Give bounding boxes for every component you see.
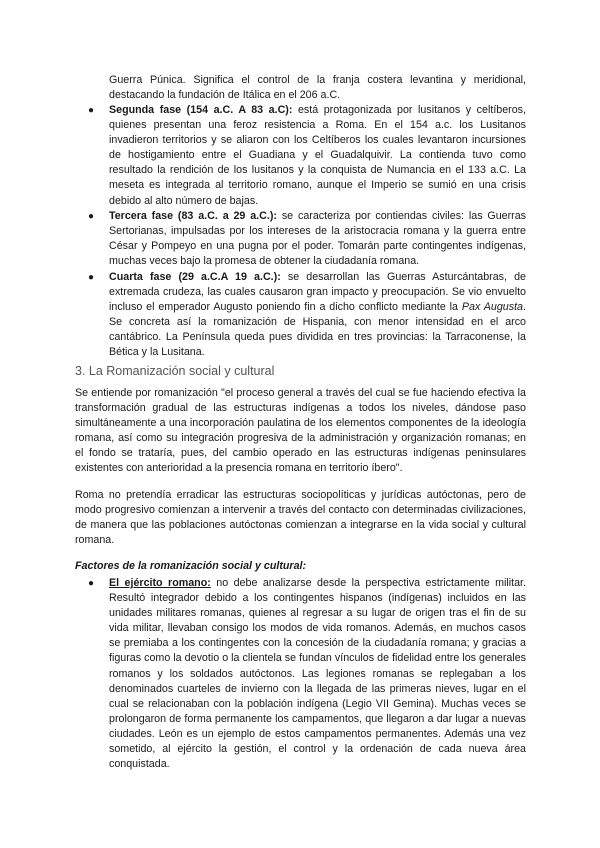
phase-title: Tercera fase (83 a.C. a 29 a.C.): (109, 210, 277, 222)
section-paragraph-2: Roma no pretendía erradicar las estructuras sociopolíticas y jurídicas autóctonas, pero de modo progresivo comienzan a intervenir a través del contacto con determinadas civilizaciones, de manera que las poblaciones autóctonas comienzan a integrarse en la vida social y cultural romana. (75, 489, 526, 547)
continuation-line: Guerra Púnica. Significa el control de la franja costera levantina y meridional, destacando la fundación de Itálica en el 206 a.C. (109, 74, 526, 102)
bullet-icon: ● (88, 211, 95, 222)
phase-body: se desarrollan las Guerras Asturcántabras, de extremada crudeza, las cuales causaron gran impacto y preocupación. Se vio envuelto incluso el emperador Augusto poniendo fin a dicho conflicto mediante la (109, 271, 526, 314)
continuation-text (109, 73, 526, 103)
phase-title: Segunda fase (154 a.C. A 83 a.C): (109, 104, 293, 116)
phase-item-3 (88, 209, 526, 269)
phase-body: se caracteriza por contiendas civiles: las Guerras Sertorianas, impulsadas por los intereses de la aristocracia romana y la guerra entre César y Pompeyo en una pugna por el poder. Tomarán parte contingentes indígenas, muchas veces bajo la promesa de obtener la ciudadanía romana. (109, 210, 526, 268)
section-paragraph-1: Se entiende por romanización "el proceso general a través del cual se fue haciendo efectiva la transformación gradual de las estructuras indígenas a todos los niveles, dándose paso simultáneamente a una incorporación paulatina de los elementos componentes de la ideología romana, así como su integración progresiva de la administración y organización romanas; en el fondo se trataría, pues, del cambio operado en las estructuras indígenas peninsulares existentes con anterioridad a la presencia romana en territorio íbero". (75, 387, 526, 475)
phase-body: . Se concreta así la romanización de Hispania, con menor intensidad en el arco cantábrico. La Península queda pues dividida en tres provincias: la Tarraconense, la Bética y la Lusitana. (109, 301, 526, 359)
bullet-icon: ● (88, 578, 95, 589)
factors-heading: Factores de la romanización social y cultural: (75, 560, 307, 572)
phase-title: Cuarta fase (29 a.C.A 19 a.C.): (109, 271, 281, 283)
phase-item-4 (88, 270, 526, 361)
phase-item-2 (88, 103, 526, 209)
factor-item-ejercito (88, 576, 526, 772)
phase-body-italic: Pax Augusta (461, 301, 523, 314)
factor-body: no debe analizarse desde la perspectiva estrictamente militar. Resultó integrador debido a los contingentes hispanos (indígenas) incluidos en las unidades militares romanas, quienes al regresar a su lugar de origen tras el fin de su vida militar, llevaban consigo los modos de vida romanos. Además, en muchos casos se premiaba a los contingentes con la concesión de la ciudadanía romana; y gracias a figuras como la devotio o la clientela se fundan vínculos de fidelidad entre los generales romanos y los soldados autóctonos. Las legiones romanas se replegaban a los denominados cuarteles de invierno con la llegada de las primeras nieves, lugar en el cual se relacionaban con la población indígena (Legio VII Gemina). Muchas veces se prolongaron de forma permanente los campamentos, que llegaron a dar lugar a nuevas ciudades. León es un ejemplo de estos campamentos permanentes. Además una vez sometido, al ejército la gestión, el control y la ordenación de cada nueva área conquistada. (109, 577, 526, 771)
phase-body: está protagonizada por lusitanos y celtíberos, quienes presentan una feroz resistencia a Roma. En el 154 a.c. los Lusitanos invadieron territorios y se aliaron con los Celtíberos los cuales levantaron incursiones de hostigamiento entre el Guadiana y el Guadalquivir. La contienda tuvo como resultado la rendición de los lusitanos y la conquista de Numancia en el 133 a.C. La meseta es integrada al territorio romano, aunque el Imperio se sumió en una crisis debido al alto número de bajas. (109, 104, 526, 207)
factor-title: El ejército romano: (109, 577, 211, 589)
section-heading: 3. La Romanización social y cultural (75, 364, 275, 378)
bullet-icon: ● (88, 105, 95, 116)
bullet-icon: ● (88, 272, 95, 283)
